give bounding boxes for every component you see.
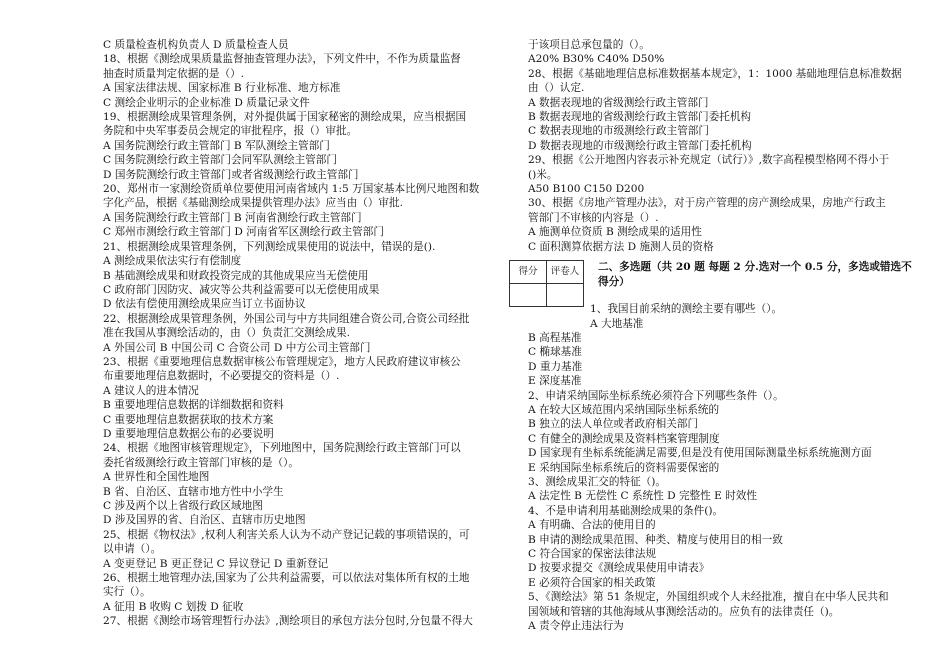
text-line: E 深度基准 [528,375,582,388]
text-line: 准在我国从事测绘活动的，由（）负责汇交测绘成果. [103,327,351,340]
text-line: 26、根据土地管理办法,国家为了公共利益需要，可以依法对集体所有权的土地 [103,572,470,585]
text-line: 3、测绘成果汇交的特征（)。 [528,475,666,488]
text-line: 由（）认定. [528,82,585,95]
text-line: 20、郑州市一家测绘资质单位要使用河南省域内 1:5 万国家基本比例尺地图和数 [103,183,480,196]
text-line: B 基础测绘成果和财政投资完成的其他成果应当无偿使用 [103,269,369,282]
text-line: A 国务院测绘行政主管部门 B 河南省测绘行政主管部门 [103,211,362,224]
text-line: 18、根据《测绘成果质量监督抽查管理办法》，下列文件中，不作为质量监督 [103,53,461,66]
text-line: 27、根据《测绘市场管理暂行办法》,测绘项目的承包方法分包时,分包量不得大 [103,615,473,628]
text-line: 管部门不审核的内容是（）. [528,211,659,224]
text-line: 5、《测绘法》第 51 条规定，外国组织或个人未经批准，擅自在中华人民共和 [528,591,889,604]
text-line: D 按要求提交《测绘成果使用申请表》 [528,562,710,575]
text-line: D 数据表现地的市级测绘行政主管部门委托机构 [528,139,752,152]
text-line: C 政府部门因防灾、减灾等公共利益需要可以无偿使用成果 [103,283,380,296]
text-line: C 重要地理信息数据获取的技术方案 [103,413,274,426]
text-line: B 重要地理信息数据的详细数据和资料 [103,399,284,412]
text-line: B 申请的测绘成果范围、种类、精度与使用目的相一致 [528,533,783,546]
text-line: C 质量检查机构负责人 D 质量检查人员 [103,39,289,51]
text-line: 29、根据《公开地图内容表示补充规定（试行）》,数字高程模型格网不得小于 [528,154,890,167]
text-line: C 椭球基准 [528,346,582,359]
score-cell [510,284,547,307]
question-line: 1、我国目前采纳的测绘主要有哪些（）。 [590,303,783,316]
text-line: 24、根据《地图审核管理规定》，下列地图中，国务院测绘行政主管部门可以 [103,442,461,455]
text-line: 19、根据测绘成果管理条例，对外提供属于国家秘密的测绘成果，应当根据国 [103,111,467,124]
left-column [103,38,495,629]
text-line: A50 B100 C150 D200 [528,183,645,196]
right-column-bottom [528,331,918,634]
score-table [509,260,584,307]
text-line: 2、申请采纳国际坐标系统必须符合下列哪些条件（）。 [528,389,784,402]
text-line: A 责令停止违法行为 [528,620,624,633]
text-line: E 必须符合国家的相关政策 [528,576,656,589]
text-line: D 重要地理信息数据公布的必要说明 [103,427,274,440]
text-line: B 数据表现地的省级测绘行政主管部门委托机构 [528,111,752,124]
text-line: A 施测单位资质 B 测绘成果的适用性 [528,226,702,239]
text-line: 实行（）。 [103,586,151,599]
text-line: A 国务院测绘行政主管部门 B 军队测绘主管部门 [103,139,330,152]
text-line: 30、根据《房地产管理办法》，对于房产管理的房产测绘成果，房地产行政主 [528,197,886,210]
text-line: D 涉及国界的省、自治区、直辖市历史地图 [103,514,306,527]
text-line: A 法定性 B 无偿性 C 系统性 D 完整性 E 时效性 [528,490,757,503]
text-line: B 高程基准 [528,331,582,344]
right-column-top [528,38,918,254]
text-line: C 国务院测绘行政主管部门会同军队测绘主管部门 [103,154,337,167]
text-line: D 依法有偿使用测绘成果应当订立书面协议 [103,298,306,311]
reviewer-label: 评卷人 [547,261,584,284]
text-line: A 测绘成果依法实行有偿制度 [103,255,242,268]
text-line: A 外国公司 B 中国公司 C 合资公司 D 中方公司主管部门 [103,341,371,354]
reviewer-cell [547,284,584,307]
text-line: A 变更登记 B 更正登记 C 异议登记 D 重新登记 [103,557,329,570]
text-line: ()米。 [528,168,558,181]
text-line: 25、根据《物权法》,权利人利害关系人认为不动产登记记载的事项错误的，可 [103,528,470,541]
text-line: D 国家现有坐标系统能满足需要,但是没有使用国际测量坐标系统施测方面 [528,447,872,460]
text-line: A 有明确、合法的使用目的 [528,519,656,532]
text-line: C 符合国家的保密法律法规 [528,548,657,560]
text-line: 字化产品，根据《基础测绘成果提供管理办法》应当由（）审批. [103,197,403,210]
text-line: C 数据表现地的市级测绘行政主管部门 [528,125,709,138]
text-line: B 省、自治区、直辖市地方性中小学生 [103,485,284,498]
text-line: 22、根据测绘成果管理条例，外国公司与中方共同组建合资公司,合资公司经批 [103,312,470,325]
text-line: E 采纳国际坐标系统后的资料需要保密的 [528,461,720,474]
text-line: 务院和中央军事委员会规定的审批程序，报（）审批。 [103,125,358,138]
text-line: 23、根据《重要地理信息数据审核公布管理规定》，地方人民政府建议审核公 [103,355,461,368]
score-label: 得分 [510,261,547,284]
text-line: A 数据表现地的省级测绘行政主管部门 [528,96,709,109]
text-line: 国领域和管辖的其他海域从事测绘活动的。应负有的法律责任（)。 [528,605,840,618]
text-line: 以申请（）。 [103,543,162,556]
right-column [518,38,918,633]
text-line: D 国务院测绘行政主管部门或者省级测绘行政主管部门 [103,168,359,181]
text-line: C 郑州市测绘行政主管部门 D 河南省军区测绘行政主管部门 [103,226,384,239]
text-line: 委托省级测绘行政主管部门审核的是（）。 [103,456,299,469]
text-line: C 测绘企业明示的企业标准 D 质量记录文件 [103,96,310,109]
text-line: C 面积测算依据方法 D 施测人员的资格 [528,240,714,253]
text-line: C 有健全的测绘成果及资料档案管理制度 [528,432,720,445]
text-line: 于该项目总承包量的（）。 [528,39,650,51]
text-line: A20% B30% C40% D50% [528,53,665,66]
text-line: 28、根据《基础地理信息标准数据基本规定》，1：1000 基础地理信息标准数据 [528,67,902,80]
section-two-header [518,260,918,310]
text-line: D 重力基准 [528,360,583,373]
text-line: 抽查时质量判定依据的是（）. [103,67,245,80]
option-line: A 大地基准 [590,317,644,330]
text-line: A 征用 B 收购 C 划拨 D 征收 [103,600,244,613]
text-line: A 在较大区域范围内采纳国际坐标系统的 [528,403,720,416]
text-line: A 世界性和全国性地图 [103,471,210,484]
section-two-title: 二、多选题（共 20 题 每题 2 分.选对一个 0.5 分，多选或错选不得分） [598,261,912,288]
text-line: B 独立的法人单位或者政府相关部门 [528,418,699,431]
text-line: C 涉及两个以上省级行政区域地图 [103,500,263,512]
text-line: A 国家法律法规、国家标准 B 行业标准、地方标准 [103,82,341,95]
text-line: 4、不是申请利用基础测绘成果的条件()。 [528,504,724,517]
text-line: 21、根据测绘成果管理条例，下列测绘成果使用的说法中，错误的是(). [103,240,436,253]
text-line: 布重要地理信息数据时，不必要提交的资料是（）. [103,370,340,383]
text-line: A 建议人的进本情况 [103,384,199,397]
